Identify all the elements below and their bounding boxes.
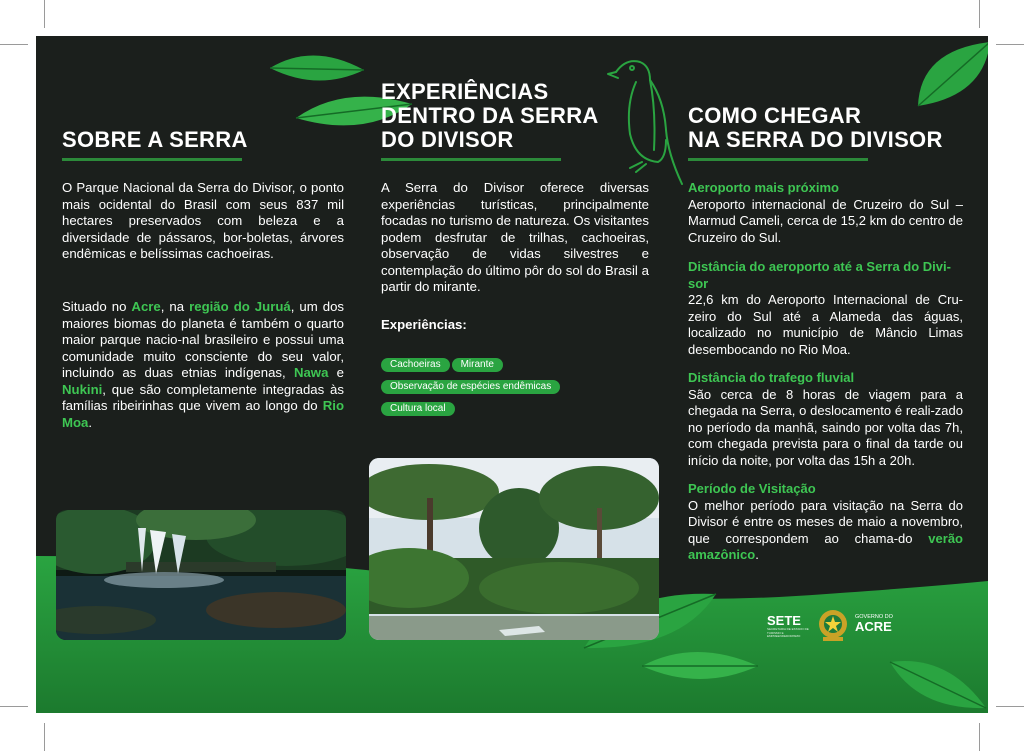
info-section: [688, 180, 963, 246]
paragraph: A Serra do Divisor oferece diversas experiências turísticas, principalmente focadas no turismo de natureza. Os visitantes podem desfrutar de trilhas, cachoeiras, observação de vidas silvestres e contemplação do último pôr do sol do Brasil a partir do mirante.: [381, 180, 649, 294]
crop-mark: [979, 723, 980, 751]
section-body: 22,6 km do Aeroporto Internacional de Cru-zeiro do Sul até a Alameda das águas, localizado no município de Mâncio Limas desembocando no Rio Moa.: [688, 292, 963, 357]
tag-cachoeiras: Cachoeiras: [381, 358, 450, 372]
crop-mark: [44, 0, 45, 28]
state-coat-of-arms-icon: [817, 608, 849, 642]
governo-acre-logo: GOVERNO DO ACRE: [855, 614, 893, 634]
river-forest-photo: [369, 458, 659, 640]
section-body: Aeroporto internacional de Cruzeiro do Sul – Marmud Cameli, cerca de 15,2 km do centro de Cruzeiro do Sul.: [688, 196, 963, 245]
highlight-text: verão amazônico: [688, 530, 963, 562]
experiences-label: Experiências:: [381, 317, 467, 332]
paragraph: Situado no Acre, na região do Juruá, um dos maiores biomas do planeta é também o quarto maior parque nacio-nal brasileiro e possui uma comunidade muito consciente do seu valor, incluindo as duas etnias indígenas, Nawa e Nukini, que são completamente integradas às famílias ribeirinhas que vivem ao longo do Rio Moa.: [62, 299, 345, 430]
tag-list: [381, 354, 641, 420]
brochure-sheet: [36, 36, 988, 713]
panel-heading: SOBRE A SERRA: [62, 127, 248, 152]
sponsor-logos: [767, 608, 937, 648]
info-section: [688, 370, 963, 469]
section-title: Aeroporto mais próximo: [688, 180, 839, 195]
tag-cultura-local: Cultura local: [381, 402, 455, 416]
info-list: [688, 180, 963, 564]
highlight-text: região do Juruá: [189, 299, 291, 314]
panel-experiencias: [358, 36, 675, 713]
highlight-text: Acre: [131, 299, 161, 314]
highlight-text: Nawa: [293, 365, 329, 380]
section-title: Período de Visitação: [688, 481, 816, 496]
heading-underline: [62, 158, 242, 161]
crop-mark: [0, 44, 28, 45]
section-title: Distância do trafego fluvial: [688, 370, 855, 385]
panel-sobre-a-serra: [36, 36, 358, 713]
crop-mark: [0, 706, 28, 707]
panel-heading: COMO CHEGAR NA SERRA DO DIVISOR: [688, 103, 943, 152]
crop-mark: [979, 0, 980, 28]
info-section: [688, 259, 963, 358]
tag-observacao: Observação de espécies endêmicas: [381, 380, 560, 394]
sete-logo: SETE SECRETARIA DE ESTADO DE TURISMO E EMPREENDEDORISMO: [767, 613, 809, 638]
panel-como-chegar: [675, 36, 988, 713]
crop-mark: [44, 723, 45, 751]
panel-heading: EXPERIÊNCIAS DENTRO DA SERRA DO DIVISOR: [381, 79, 599, 152]
tag-mirante: Mirante: [452, 358, 503, 372]
waterfall-photo: [56, 510, 346, 640]
heading-underline: [381, 158, 561, 161]
info-section: [688, 481, 963, 564]
section-title: Distância do aeroporto até a Serra do Divi-sor: [688, 259, 951, 291]
paragraph: O Parque Nacional da Serra do Divisor, o ponto mais ocidental do Brasil com seus 837 mil hectares preservados com beleza e a diversidade de pássaros, bor-boletas, árvores endêmicas e belíssimas cachoeiras.: [62, 180, 344, 261]
crop-mark: [996, 44, 1024, 45]
section-body: São cerca de 8 horas de viagem para a chegada na Serra, o deslocamento é reali-zado no período da manhã, saindo por volta das 7h, com chegada prevista para o final da tarde ou início da noite, por volta das 15h a 20h.: [688, 386, 963, 468]
highlight-text: Rio Moa: [62, 398, 344, 430]
section-body: O melhor período para visitação na Serra do Divisor é entre os meses de maio a novembro, que correspondem ao chama-do verão amazônico.: [688, 497, 963, 562]
heading-underline: [688, 158, 868, 161]
crop-mark: [996, 706, 1024, 707]
highlight-text: Nukini: [62, 381, 103, 397]
